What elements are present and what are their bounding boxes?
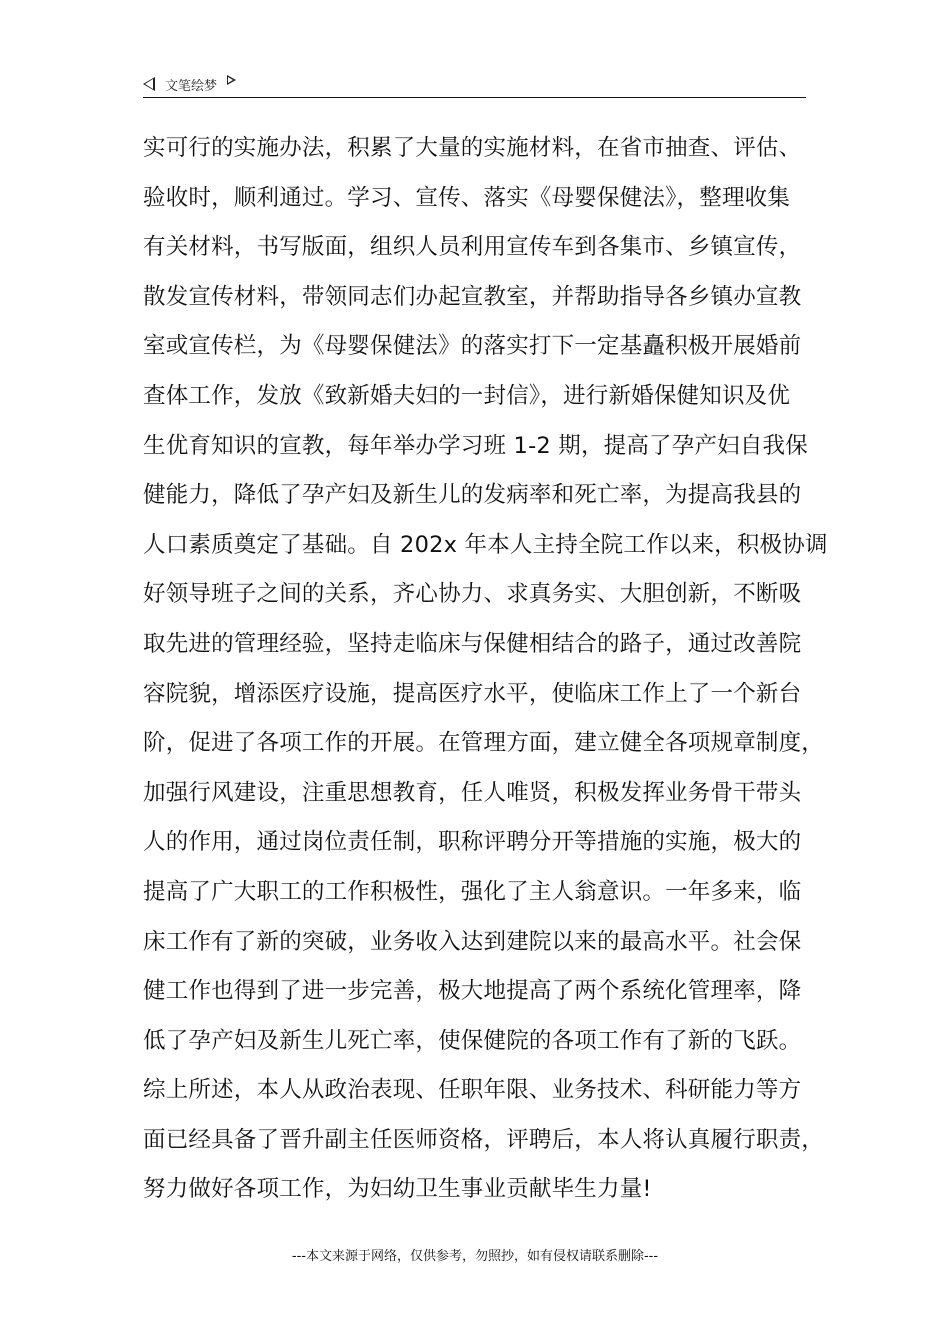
text-line: 查体工作，发放《致新婚夫妇的一封信》，进行新婚保健知识及优	[143, 382, 791, 409]
document-body	[143, 124, 828, 1215]
header-title: 文笔绘梦	[165, 78, 218, 94]
text-line: 床工作有了新的突破，业务收入达到建院以来的最高水平。社会保	[143, 928, 802, 955]
text-line: 加强行风建设，注重思想教育，任人唯贤，积极发挥业务骨干带头	[143, 779, 802, 806]
text-line: 面已经具备了晋升副主任医师资格，评聘后，本人将认真履行职责，	[143, 1126, 825, 1153]
text-line: 有关材料，书写版面，组织人员利用宣传车到各集市、乡镇宣传，	[143, 234, 802, 261]
text-line: 散发宣传材料，带领同志们办起宣教室，并帮助指导各乡镇办宣教	[143, 283, 802, 310]
text-line: 综上所述，本人从政治表现、任职年限、业务技术、科研能力等方	[143, 1077, 802, 1104]
header-divider	[143, 97, 806, 98]
text-line: 人口素质奠定了基础。自 202x 年本人主持全院工作以来，积极协调	[143, 531, 828, 558]
text-line: 提高了广大职工的工作积极性，强化了主人翁意识。一年多来，临	[143, 878, 802, 905]
text-line: 容院貌，增添医疗设施，提高医疗水平，使临床工作上了一个新台	[143, 680, 802, 707]
text-line: 室或宣传栏，为《母婴保健法》的落实打下一定基矗积极开展婚前	[143, 333, 802, 360]
text-line: 低了孕产妇及新生儿死亡率，使保健院的各项工作有了新的飞跃。	[143, 1027, 802, 1054]
text-line: 生优育知识的宣教，每年举办学习班 1-2 期，提高了孕产妇自我保	[143, 432, 808, 459]
triangle-left-icon	[143, 77, 155, 91]
text-line: 阶，促进了各项工作的开展。在管理方面，建立健全各项规章制度，	[143, 730, 825, 757]
text-line: 健能力，降低了孕产妇及新生儿的发病率和死亡率，为提高我县的	[143, 482, 802, 509]
triangle-right-icon	[227, 75, 236, 85]
text-line: 健工作也得到了进一步完善，极大地提高了两个系统化管理率，降	[143, 978, 802, 1005]
text-line: 验收时，顺利通过。学习、宣传、落实《母婴保健法》，整理收集	[143, 184, 791, 211]
page-footer: ---本文来源于网络，仅供参考，勿照抄，如有侵权请联系删除---	[291, 1249, 659, 1264]
text-line: 实可行的实施办法，积累了大量的实施材料，在省市抽查、评估、	[143, 135, 802, 161]
text-line: 取先进的管理经验，坚持走临床与保健相结合的路子，通过改善院	[143, 630, 802, 657]
text-line: 人的作用，通过岗位责任制，职称评聘分开等措施的实施，极大的	[143, 829, 802, 856]
text-line: 努力做好各项工作，为妇幼卫生事业贡献毕生力量!	[143, 1176, 652, 1203]
text-line: 好领导班子之间的关系，齐心协力、求真务实、大胆创新，不断吸	[143, 581, 802, 608]
page-header	[143, 70, 806, 98]
